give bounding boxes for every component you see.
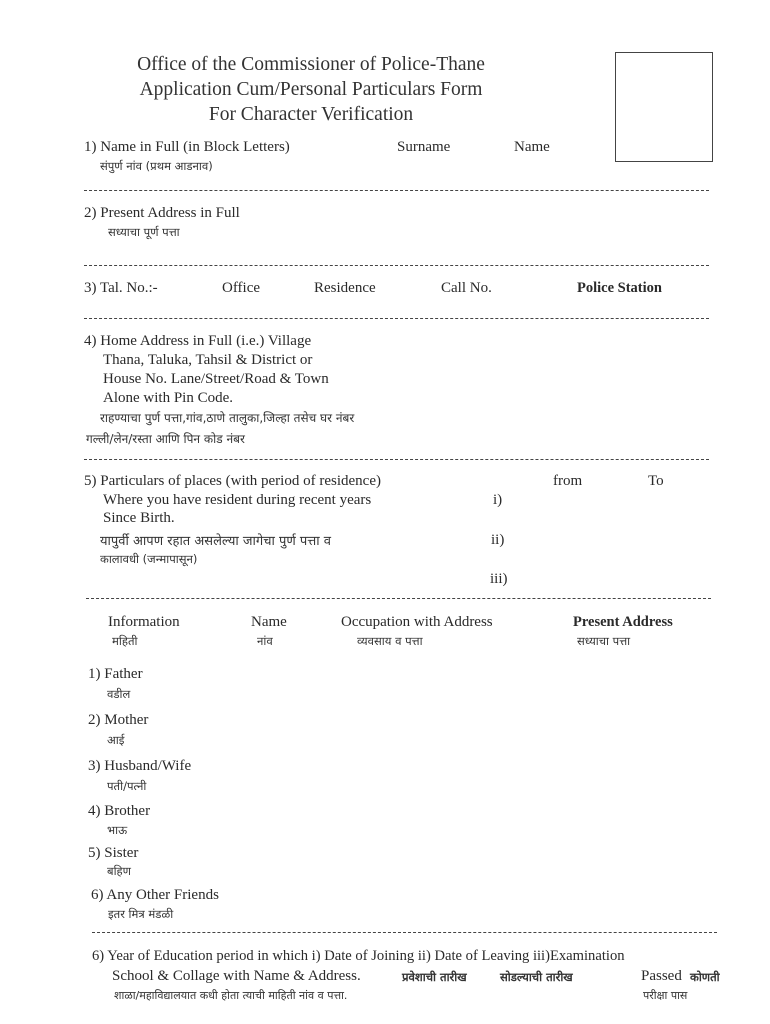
q6-leaving-marathi: सोडल्याची तारीख [500,970,573,984]
q6-joining-marathi: प्रवेशाची तारीख [402,970,467,984]
q3-residence: Residence [314,280,376,296]
family-row-friends-marathi: इतर मित्र मंडळी [108,907,174,921]
q5-line2: Where you have resident during recent years [103,492,372,508]
q2-label: 2) Present Address in Full [84,205,240,221]
q6-line1: 6) Year of Education period in which i) Date of Joining ii) Date of Leaving iii)Examination [92,948,625,964]
family-row-father-marathi: वडील [107,687,131,701]
family-col-occupation-marathi: व्यवसाय व पत्ता [357,634,423,648]
family-col-occupation: Occupation with Address [341,614,493,630]
q1-answer-line[interactable] [84,190,709,191]
family-col-information: Information [108,614,180,630]
form-title-line3: For Character Verification [208,104,414,125]
family-row-mother-marathi: आई [107,733,125,747]
q4-answer-line[interactable] [84,459,709,460]
q4-line3: House No. Lane/Street/Road & Town [103,371,329,387]
family-row-mother: 2) Mother [88,712,149,728]
q4-line4: Alone with Pin Code. [103,390,233,406]
q4-line2: Thana, Taluka, Tahsil & District or [103,352,313,368]
q2-label-marathi: सध्याचा पूर्ण पत्ता [108,225,180,239]
q1-label: 1) Name in Full (in Block Letters) [84,139,290,155]
family-answer-line[interactable] [92,932,717,933]
q5-marathi-line1: यापुर्वी आपण रहात असलेल्या जागेचा पुर्ण पत्ता व [100,534,331,549]
photo-box [615,52,713,162]
q1-name: Name [514,139,550,155]
family-col-present-address: Present Address [573,614,673,630]
q5-row-ii: ii) [491,532,505,548]
family-col-name: Name [251,614,287,630]
family-col-name-marathi: नांव [257,634,273,648]
q5-to: To [648,473,664,489]
q3-call-no: Call No. [441,280,492,296]
q6-which-marathi: कोणती [690,970,720,984]
q3-office: Office [222,280,261,296]
q6-line2: School & Collage with Name & Address. [112,968,361,984]
q5-answer-line[interactable] [86,598,711,599]
family-col-present-address-marathi: सध्याचा पत्ता [577,634,631,648]
q6-marathi-line3: शाळा/महाविद्यालयात कधी होता त्याची माहिती नांव व पत्ता. [114,989,348,1002]
q5-from: from [553,473,583,489]
family-row-sister: 5) Sister [88,845,139,861]
family-col-information-marathi: महिती [112,634,138,648]
family-row-brother-marathi: भाऊ [107,823,128,837]
family-row-father: 1) Father [88,666,143,682]
q1-surname: Surname [397,139,451,155]
family-row-spouse: 3) Husband/Wife [88,758,192,774]
q6-passed: Passed [641,968,682,984]
q4-marathi-line2: गल्ली/लेन/रस्ता आणि पिन कोड नंबर [86,432,245,446]
q5-line3: Since Birth. [103,510,175,526]
q6-exam-marathi: परीक्षा पास [643,989,688,1002]
q3-police-station: Police Station [577,280,662,296]
q4-marathi-line1: राहण्याचा पुर्ण पत्ता,गांव,ठाणे तालुका,जिल्हा तसेच घर नंबर [100,411,355,425]
family-row-brother: 4) Brother [88,803,151,819]
q1-label-marathi: संपुर्ण नांव (प्रथम आडनाव) [100,159,213,173]
form-title-line1: Office of the Commissioner of Police-Thane [137,54,485,75]
q5-line1: 5) Particulars of places (with period of residence) [84,473,381,489]
q2-answer-line[interactable] [84,265,709,266]
q5-marathi-line2: कालावधी (जन्मापासून) [100,552,198,566]
family-row-friends: 6) Any Other Friends [91,887,219,903]
q3-label: 3) Tal. No.:- [84,280,158,296]
q4-line1: 4) Home Address in Full (i.e.) Village [84,333,312,349]
form-title-line2: Application Cum/Personal Particulars Form [139,79,483,100]
q5-row-iii: iii) [490,571,508,587]
family-row-spouse-marathi: पती/पत्नी [107,779,147,793]
q5-row-i: i) [493,492,503,508]
family-row-sister-marathi: बहिण [107,864,131,878]
q3-answer-line[interactable] [84,318,709,319]
